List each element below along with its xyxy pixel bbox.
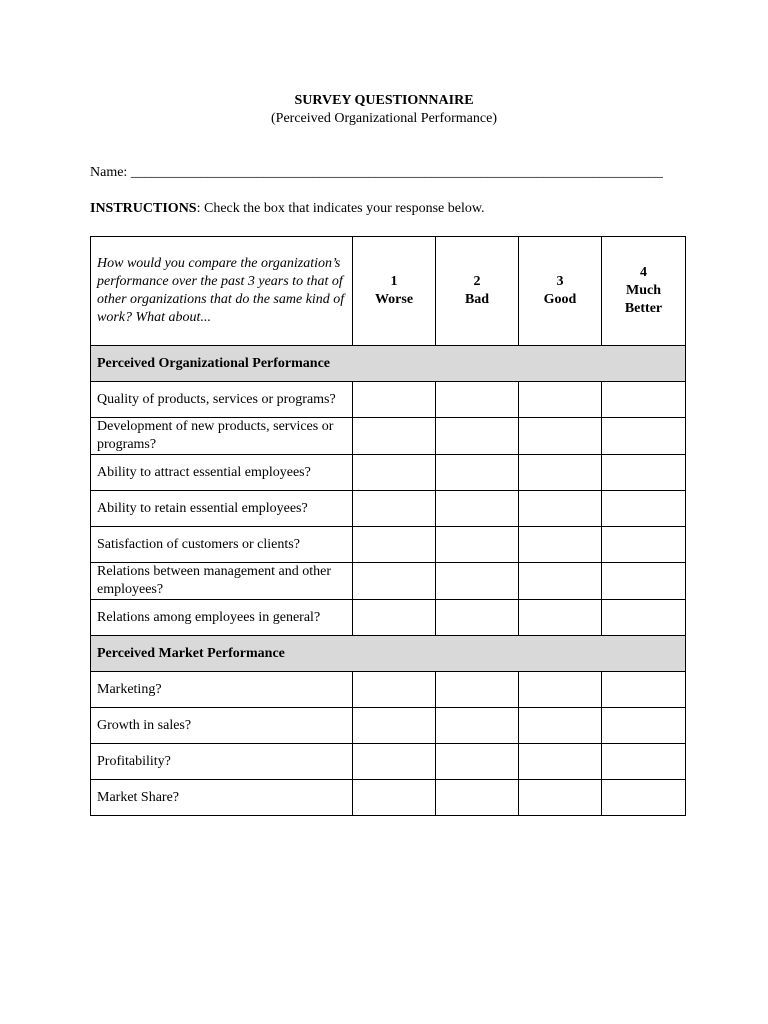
question-text: Quality of products, services or programs? — [91, 382, 353, 418]
table-row — [91, 600, 686, 636]
table-row — [91, 455, 686, 491]
table-row — [91, 563, 686, 600]
option-label-line2: Better — [624, 301, 663, 316]
response-checkbox-1[interactable] — [353, 563, 436, 600]
instructions — [90, 200, 710, 218]
response-checkbox-3[interactable] — [519, 744, 602, 780]
survey-subtitle: (Perceived Organizational Performance) — [271, 111, 497, 126]
response-checkbox-3[interactable] — [519, 418, 602, 455]
option-header-2 — [436, 237, 519, 346]
response-checkbox-2[interactable] — [436, 672, 519, 708]
response-checkbox-3[interactable] — [519, 708, 602, 744]
option-label: Worse — [374, 292, 414, 307]
instructions-text: : Check the box that indicates your response below. — [196, 201, 485, 216]
option-number: 4 — [640, 265, 647, 280]
response-checkbox-1[interactable] — [353, 780, 436, 816]
table-row — [91, 780, 686, 816]
response-checkbox-2[interactable] — [436, 491, 519, 527]
response-checkbox-2[interactable] — [436, 600, 519, 636]
response-checkbox-1[interactable] — [353, 672, 436, 708]
response-checkbox-3[interactable] — [519, 382, 602, 418]
response-checkbox-2[interactable] — [436, 563, 519, 600]
response-checkbox-2[interactable] — [436, 418, 519, 455]
response-checkbox-4[interactable] — [602, 708, 686, 744]
option-number: 1 — [390, 274, 398, 289]
option-label: Good — [543, 292, 577, 307]
response-checkbox-2[interactable] — [436, 708, 519, 744]
response-checkbox-2[interactable] — [436, 455, 519, 491]
question-text: Growth in sales? — [91, 708, 353, 744]
response-checkbox-1[interactable] — [353, 600, 436, 636]
name-label: Name: — [90, 165, 128, 180]
response-checkbox-3[interactable] — [519, 600, 602, 636]
table-row — [91, 418, 686, 455]
survey-table — [90, 236, 686, 816]
response-checkbox-1[interactable] — [353, 455, 436, 491]
question-text: Relations among employees in general? — [91, 600, 353, 636]
table-row — [91, 382, 686, 418]
response-checkbox-4[interactable] — [602, 491, 686, 527]
question-text: Development of new products, services or programs? — [91, 418, 353, 455]
response-checkbox-3[interactable] — [519, 563, 602, 600]
response-checkbox-4[interactable] — [602, 563, 686, 600]
response-checkbox-4[interactable] — [602, 455, 686, 491]
response-checkbox-2[interactable] — [436, 382, 519, 418]
table-row — [91, 527, 686, 563]
question-text: Profitability? — [91, 744, 353, 780]
response-checkbox-4[interactable] — [602, 418, 686, 455]
question-text: Ability to retain essential employees? — [91, 491, 353, 527]
table-header-row — [91, 237, 686, 346]
response-checkbox-4[interactable] — [602, 382, 686, 418]
response-checkbox-4[interactable] — [602, 744, 686, 780]
response-checkbox-4[interactable] — [602, 672, 686, 708]
question-text: Market Share? — [91, 780, 353, 816]
response-checkbox-2[interactable] — [436, 780, 519, 816]
table-row — [91, 672, 686, 708]
response-checkbox-1[interactable] — [353, 708, 436, 744]
response-checkbox-1[interactable] — [353, 382, 436, 418]
section-header-row — [91, 346, 686, 382]
response-checkbox-2[interactable] — [436, 527, 519, 563]
response-checkbox-1[interactable] — [353, 744, 436, 780]
option-number: 2 — [473, 274, 481, 289]
question-text: Relations between management and other employees? — [91, 563, 353, 600]
section-title: Perceived Organizational Performance — [91, 346, 686, 382]
table-row — [91, 744, 686, 780]
response-checkbox-1[interactable] — [353, 418, 436, 455]
question-text: Ability to attract essential employees? — [91, 455, 353, 491]
response-checkbox-3[interactable] — [519, 672, 602, 708]
response-checkbox-3[interactable] — [519, 491, 602, 527]
response-checkbox-4[interactable] — [602, 600, 686, 636]
response-checkbox-1[interactable] — [353, 491, 436, 527]
option-number: 3 — [556, 274, 564, 289]
option-label: Bad — [464, 292, 490, 307]
response-checkbox-1[interactable] — [353, 527, 436, 563]
table-row — [91, 708, 686, 744]
instructions-label: INSTRUCTIONS — [90, 201, 197, 216]
response-checkbox-3[interactable] — [519, 780, 602, 816]
section-title: Perceived Market Performance — [91, 636, 686, 672]
response-checkbox-3[interactable] — [519, 527, 602, 563]
survey-title: SURVEY QUESTIONNAIRE — [294, 93, 474, 108]
question-text: Satisfaction of customers or clients? — [91, 527, 353, 563]
question-header: How would you compare the organization’s performance over the past 3 years to that of other organizations that do the same kind of work? What about... — [91, 237, 353, 346]
option-header-3 — [519, 237, 602, 346]
table-row — [91, 491, 686, 527]
name-field[interactable] — [90, 164, 690, 182]
name-blank-line[interactable]: ____________________________________________________________________________ — [130, 165, 663, 180]
option-label: Much — [626, 283, 661, 298]
question-text: Marketing? — [91, 672, 353, 708]
section-header-row — [91, 636, 686, 672]
option-header-1 — [353, 237, 436, 346]
response-checkbox-3[interactable] — [519, 455, 602, 491]
response-checkbox-4[interactable] — [602, 780, 686, 816]
response-checkbox-4[interactable] — [602, 527, 686, 563]
response-checkbox-2[interactable] — [436, 744, 519, 780]
option-header-4 — [602, 237, 686, 346]
